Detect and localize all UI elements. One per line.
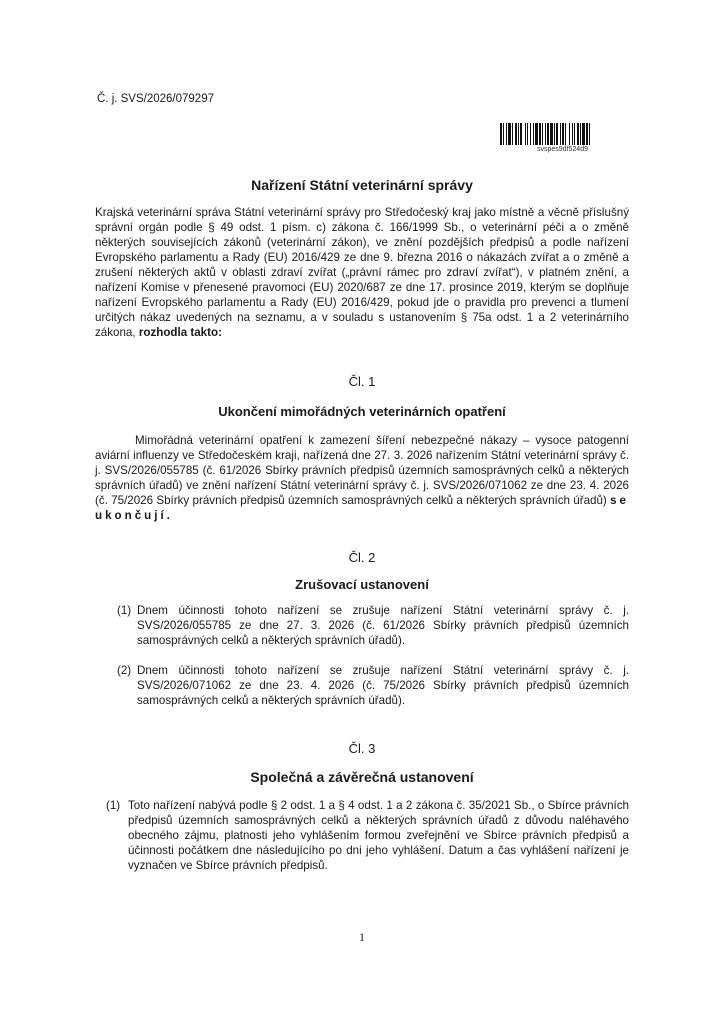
article-2-item-1-number: (1) xyxy=(117,604,132,617)
article-2-item-2-text: Dnem účinnosti tohoto nařízení se zrušuje nařízení Státní veterinární správy č. j. SVS/2026/071062 ze dne 23. 4. 2026 (č. 75/2026 Sbírky právních předpisů územních samosprávných celků a některých správních úřadů). xyxy=(137,664,629,707)
article-2-number: Čl. 2 xyxy=(348,550,376,565)
reference-number: Č. j. SVS/2026/079297 xyxy=(97,93,214,105)
article-3-item-1-number: (1) xyxy=(106,799,121,812)
article-1-title: Ukončení mimořádných veterinárních opatření xyxy=(218,404,506,419)
article-2-item-1-text: Dnem účinnosti tohoto nařízení se zrušuje nařízení Státní veterinární správy č. j. SVS/2026/055785 ze dne 27. 3. 2026 (č. 61/2026 Sbírky právních předpisů územních samosprávných celků a některých správních úřadů). xyxy=(137,604,629,647)
article-2-title: Zrušovací ustanovení xyxy=(295,577,429,592)
intro-decision: rozhodla takto: xyxy=(138,326,222,339)
document-title: Nařízení Státní veterinární správy xyxy=(251,177,473,193)
article-1-number: Čl. 1 xyxy=(348,374,376,389)
article-3-number: Čl. 3 xyxy=(348,741,376,756)
barcode-caption: svspes9df524d9 xyxy=(537,146,588,153)
article-1-emphasis: se ukončují. xyxy=(95,494,629,522)
intro-paragraph xyxy=(95,205,629,340)
article-3-item-1-text: Toto nařízení nabývá podle § 2 odst. 1 a § 4 odst. 1 a 2 zákona č. 35/2021 Sb., o Sbírce právních předpisů územních samosprávných celků a některých správních úřadů z důvodu naléhavého obecného zájmu, platnosti jeho vyhlášením formou zveřejnění ve Sbírce právních předpisů a účinnosti počátkem dne následujícího po dni jeho vyhlášení. Datum a čas vyhlášení nařízení je vyznačen ve Sbírce právních předpisů. xyxy=(128,799,629,872)
article-1-paragraph xyxy=(95,433,629,523)
article-2-item-2-number: (2) xyxy=(117,664,132,677)
article-1-text: Mimořádná veterinární opatření k zamezení šíření nebezpečné nákazy – vysoce patogenní aviární influenzy ve Středočeském kraji, nařízená dne 27. 3. 2026 nařízením Státní veterinární správy č. j. SVS/2026/055785 (č. 61/2026 Sbírky právních předpisů územních samosprávných celků a některých správních úřadů) ve znění nařízení Státní veterinární správy č. j. SVS/2026/071062 ze dne 23. 4. 2026 (č. 75/2026 Sbírky právních předpisů územních samosprávných celků a některých správních úřadů) xyxy=(95,434,629,507)
article-3-title: Společná a závěrečná ustanovení xyxy=(250,769,474,785)
barcode-image xyxy=(500,123,622,145)
intro-text: Krajská veterinární správa Státní veterinární správy pro Středočeský kraj jako místně a věcně příslušný správní orgán podle § 49 odst. 1 písm. c) zákona č. 166/1999 Sb., o veterinární péči a o změně některých souvisejících zákonů (veterinární zákon), ve znění pozdějších předpisů a podle nařízení Evropského parlamentu a Rady (EU) 2016/429 ze dne 9. března 2016 o nákazách zvířat a o změně a zrušení některých aktů v oblasti zdraví zvířat („právní rámec pro zdraví zvířat“), v platném znění, a nařízení Komise v přenesené pravomoci (EU) 2020/687 ze dne 17. prosince 2019, kterým se doplňuje nařízení Evropského parlamentu a Rady (EU) 2016/429, pokud jde o pravidla pro prevenci a tlumení určitých nákaz uvedených na seznamu, a v souladu s ustanovením § 75a odst. 1 a 2 veterinárního zákona, xyxy=(95,206,629,339)
page-number: 1 xyxy=(359,930,365,944)
